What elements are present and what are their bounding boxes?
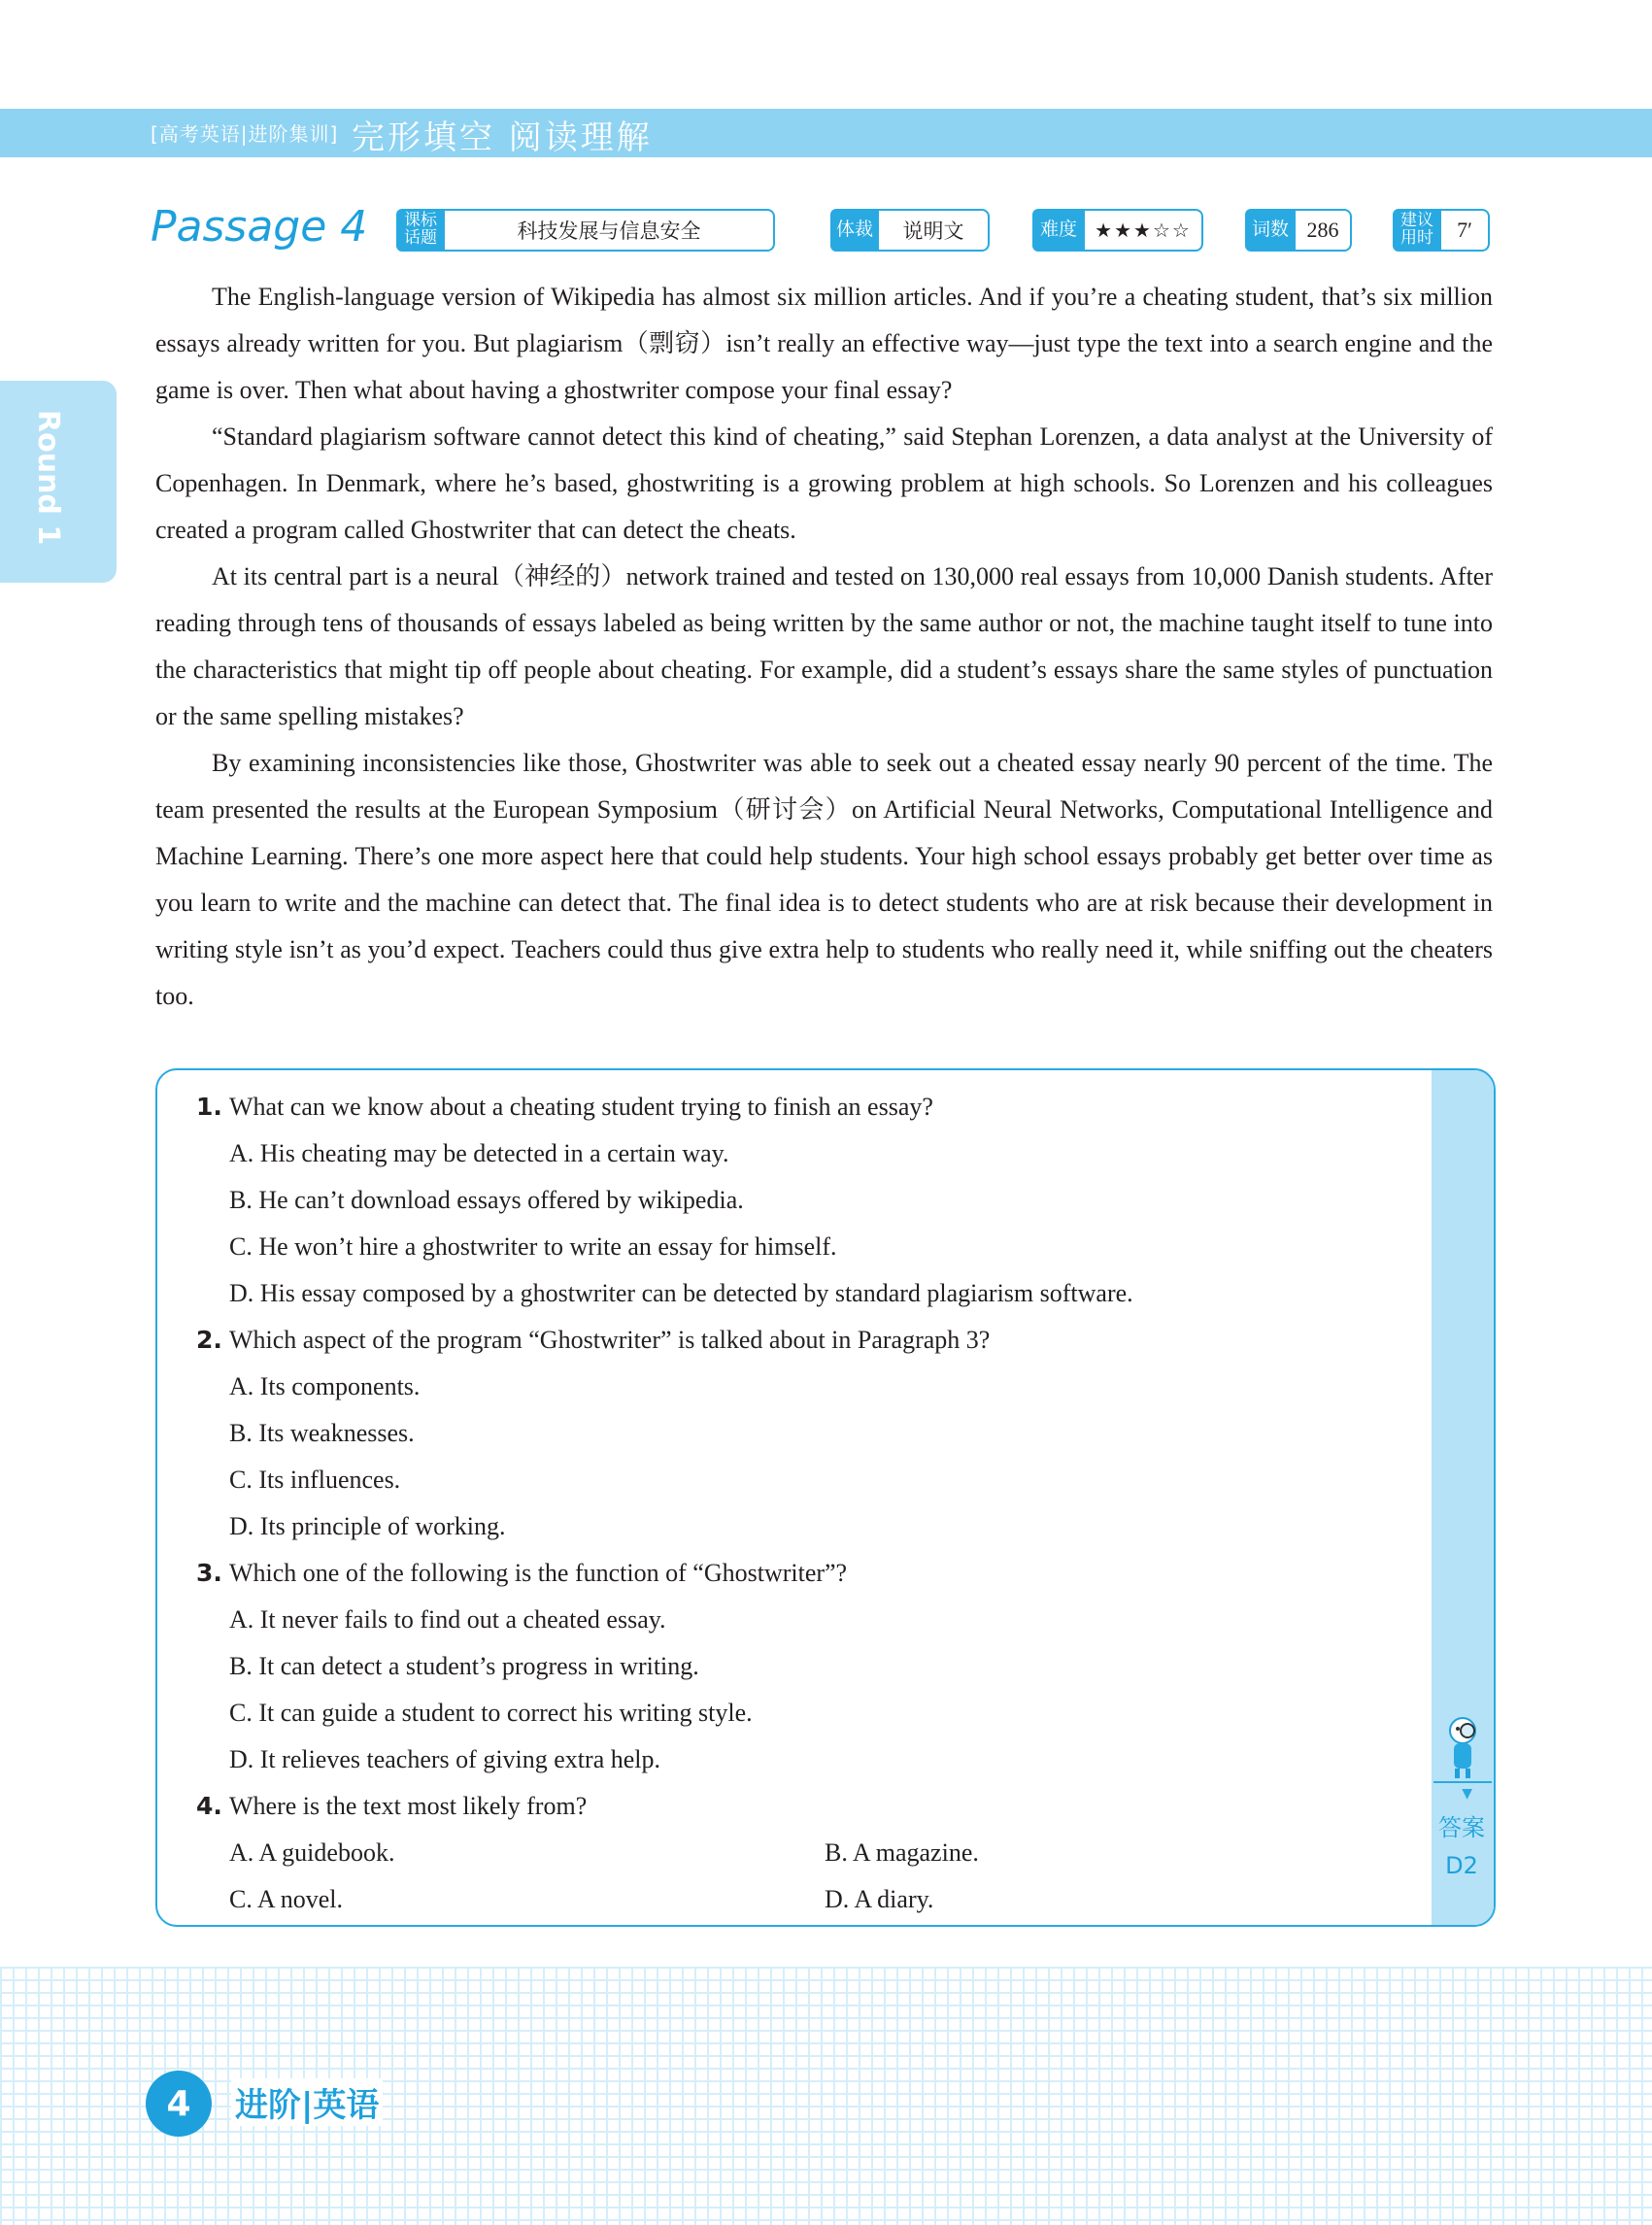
option-3a: A. It never fails to find out a cheated essay. [229, 1605, 666, 1634]
option-2d: D. Its principle of working. [229, 1512, 506, 1540]
option-2a: A. Its components. [229, 1372, 421, 1400]
difficulty-tag [1032, 209, 1203, 252]
difficulty-label: 难度 [1032, 209, 1085, 252]
topic-label: 课标话题 [396, 209, 445, 252]
option-2c: C. Its influences. [229, 1466, 401, 1494]
option-1c: C. He won’t hire a ghostwriter to write an essay for himself. [229, 1232, 837, 1261]
topic-tag [396, 209, 775, 252]
footer-title: 进阶|英语 [231, 2078, 383, 2126]
passage-paragraph-4: By examining inconsistencies like those, Ghostwriter was able to seek out a cheated essay nearly 90 percent of the time. The team presented the results at the European Symposium（研讨会）on Artificial Neural Networks, Computational Intelligence and Machine Learning. There’s one more aspect here that could help students. Your high school essays probably get better over time as you learn to write and the machine can detect that. The final idea is to detect students who are at risk because their development in writing style isn’t as you’d expect. Teachers could thus give extra help to students who really need it, while sniffing out the cheaters too. [155, 749, 1493, 1010]
question-stem: Which one of the following is the function of “Ghostwriter”? [229, 1559, 848, 1587]
answer-divider [1433, 1781, 1492, 1783]
round-label: Round 1 [31, 410, 65, 546]
option-row [196, 1876, 1420, 1923]
option-1a: A. His cheating may be detected in a certain way. [229, 1139, 729, 1167]
question-stem: Which aspect of the program “Ghostwriter” is talked about in Paragraph 3? [229, 1326, 991, 1354]
page-number: 4 [146, 2071, 212, 2137]
magnifier-mascot-icon [1441, 1713, 1484, 1781]
wordcount-label: 词数 [1245, 209, 1296, 252]
header-band [0, 109, 1652, 157]
option-4b: B. A magazine. [825, 1838, 979, 1867]
passage-paragraph-3: At its central part is a neural（神经的）network trained and tested on 130,000 real essays from 10,000 Danish students. After reading through tens of thousands of essays labeled as being written by the same author or not, the machine taught itself to tune into the characteristics that might tip off people about cheating. For example, did a student’s essays share the same styles of punctuation or the same spelling mistakes? [155, 562, 1493, 730]
passage-paragraph-1: The English-language version of Wikipedia has almost six million articles. And if you’re a cheating student, that’s six million essays already written for you. But plagiarism（剽窃）isn’t really an effective way—just type the text into a search engine and the game is over. Then what about having a ghostwriter compose your final essay? [155, 283, 1493, 404]
option-2b: B. Its weaknesses. [229, 1419, 415, 1447]
topic-value: 科技发展与信息安全 [445, 209, 775, 252]
question-2 [196, 1317, 1420, 1364]
wordcount-value: 286 [1296, 209, 1352, 252]
option-1b: B. He can’t download essays offered by wikipedia. [229, 1186, 744, 1214]
time-value: 7′ [1441, 209, 1490, 252]
passage-paragraph-2: “Standard plagiarism software cannot detect this kind of cheating,” said Stephan Lorenzen, a data analyst at the University of Copenhagen. In Denmark, where he’s based, ghostwriting is a growing problem at high schools. So Lorenzen and his colleagues created a program called Ghostwriter that can detect the cheats. [155, 422, 1493, 544]
question-number: 3. [196, 1559, 222, 1587]
question-list [196, 1084, 1420, 1923]
question-stem: What can we know about a cheating student trying to finish an essay? [229, 1093, 933, 1121]
answer-label: 答案 [1438, 1814, 1485, 1841]
series-title: [高考英语|进阶集训] [151, 122, 339, 146]
option-4c: C. A novel. [229, 1885, 344, 1913]
wordcount-tag [1245, 209, 1352, 252]
question-3 [196, 1550, 1420, 1597]
question-1 [196, 1084, 1420, 1130]
question-number: 4. [196, 1792, 222, 1820]
round-tab [0, 381, 117, 583]
passage-body [155, 274, 1493, 1020]
option-1d: D. His essay composed by a ghostwriter can be detected by standard plagiarism software. [229, 1279, 1133, 1307]
passage-title: Passage 4 [151, 202, 368, 252]
answer-code: D2 [1445, 1852, 1478, 1879]
genre-tag [830, 209, 990, 252]
question-stem: Where is the text most likely from? [229, 1792, 588, 1820]
option-3d: D. It relieves teachers of giving extra help. [229, 1745, 660, 1773]
option-3b: B. It can detect a student’s progress in writing. [229, 1652, 699, 1680]
question-box [155, 1068, 1496, 1927]
question-number: 2. [196, 1326, 222, 1354]
book-title: 完形填空 阅读理解 [352, 118, 653, 157]
time-label: 建议用时 [1393, 209, 1441, 252]
genre-value: 说明文 [879, 209, 990, 252]
option-4a: A. A guidebook. [229, 1838, 395, 1867]
time-tag [1393, 209, 1490, 252]
down-arrow-icon: ▼ [1462, 1786, 1472, 1802]
genre-label: 体裁 [830, 209, 879, 252]
option-row [196, 1830, 1420, 1876]
difficulty-stars [1085, 209, 1203, 252]
option-4d: D. A diary. [825, 1885, 934, 1913]
star-rating-icon: ★★★☆☆ [1095, 219, 1192, 242]
question-number: 1. [196, 1093, 222, 1121]
option-3c: C. It can guide a student to correct his writing style. [229, 1699, 753, 1727]
question-4 [196, 1783, 1420, 1830]
